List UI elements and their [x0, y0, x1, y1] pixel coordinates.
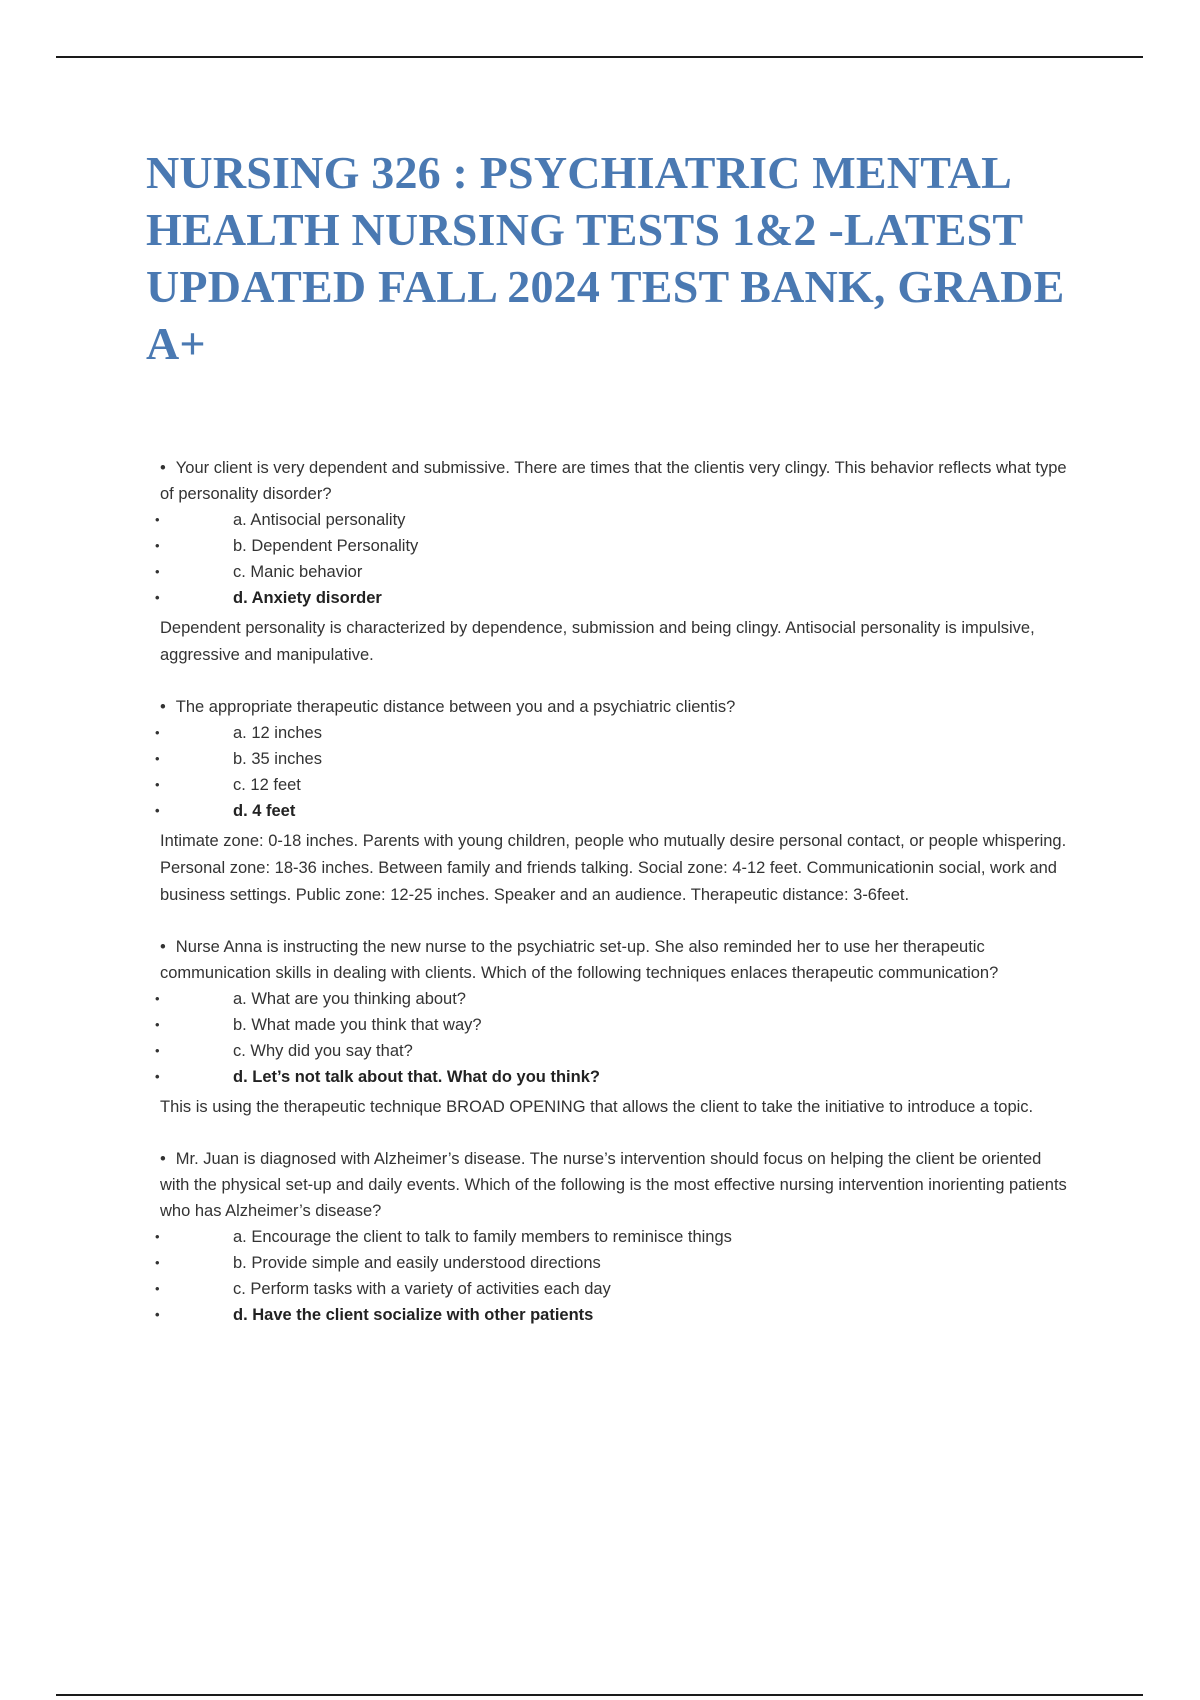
option-c: [155, 1038, 1075, 1064]
option-list: [155, 507, 1075, 611]
option-a: [155, 507, 1075, 533]
option-d-answer: [155, 1302, 1075, 1328]
option-text: b. Provide simple and easily understood directions: [233, 1254, 601, 1272]
bullet-icon: •: [155, 725, 160, 740]
bullet-icon: •: [155, 777, 160, 792]
option-d-answer: [155, 1064, 1075, 1090]
bullet-icon: •: [155, 1017, 160, 1032]
bullet-icon: •: [155, 590, 160, 605]
option-text: b. What made you think that way?: [233, 1016, 482, 1034]
question-stem: [160, 1146, 1075, 1224]
bullet-icon: •: [155, 538, 160, 553]
answer-explanation: Dependent personality is characterized by dependence, submission and being clingy. Antisocial personality is impulsive, aggressive and manipulative.: [160, 619, 1035, 664]
question-stem: [160, 455, 1075, 507]
option-a: [155, 1224, 1075, 1250]
option-text: a. Encourage the client to talk to family members to reminisce things: [233, 1228, 732, 1246]
bullet-icon: •: [160, 459, 166, 477]
option-text: c. 12 feet: [233, 776, 301, 794]
bullet-icon: •: [155, 751, 160, 766]
option-c: [155, 1276, 1075, 1302]
question-4: [155, 1146, 1075, 1328]
option-a: [155, 986, 1075, 1012]
bottom-rule: [56, 1694, 1143, 1696]
question-stem: [160, 934, 1075, 986]
option-list: [155, 1224, 1075, 1328]
bullet-icon: •: [155, 1307, 160, 1322]
option-c: [155, 559, 1075, 585]
document-title: NURSING 326 : PSYCHIATRIC MENTAL HEALTH NURSING TESTS 1&2 -LATEST UPDATED FALL 2024 TEST BANK, GRADE A+: [146, 147, 1065, 369]
bullet-icon: •: [160, 698, 166, 716]
option-b: [155, 533, 1075, 559]
option-c: [155, 772, 1075, 798]
option-list: [155, 986, 1075, 1090]
question-text: The appropriate therapeutic distance between you and a psychiatric clientis?: [175, 698, 736, 716]
option-text: a. Antisocial personality: [233, 511, 406, 529]
option-text: d. Let’s not talk about that. What do you think?: [233, 1068, 600, 1086]
option-text: b. Dependent Personality: [233, 537, 419, 555]
option-a: [155, 720, 1075, 746]
option-d-answer: [155, 585, 1075, 611]
bullet-icon: •: [155, 1255, 160, 1270]
bullet-icon: •: [155, 1069, 160, 1084]
question-text: Your client is very dependent and submissive. There are times that the clientis very clingy. This behavior reflects what type of personality disorder?: [160, 459, 1067, 503]
option-text: a. What are you thinking about?: [233, 990, 466, 1008]
question-text: Nurse Anna is instructing the new nurse to the psychiatric set-up. She also reminded her to use her therapeutic communication skills in dealing with clients. Which of the following techniques enlaces therapeutic communication?: [160, 938, 999, 982]
bullet-icon: •: [155, 803, 160, 818]
bullet-icon: •: [155, 1281, 160, 1296]
bullet-icon: •: [155, 1229, 160, 1244]
bullet-icon: •: [155, 564, 160, 579]
option-b: [155, 1250, 1075, 1276]
option-text: d. 4 feet: [233, 802, 296, 820]
option-text: d. Anxiety disorder: [233, 589, 382, 607]
option-list: [155, 720, 1075, 824]
question-2: [155, 694, 1075, 909]
question-text: Mr. Juan is diagnosed with Alzheimer’s disease. The nurse’s intervention should focus on helping the client be oriented with the physical set-up and daily events. Which of the following is the most effective nursing intervention inorienting patients who has Alzheimer’s disease?: [160, 1150, 1067, 1220]
option-d-answer: [155, 798, 1075, 824]
option-b: [155, 1012, 1075, 1038]
option-text: c. Manic behavior: [233, 563, 363, 581]
option-b: [155, 746, 1075, 772]
question-3: [155, 934, 1075, 1121]
answer-explanation: Intimate zone: 0-18 inches. Parents with young children, people who mutually desire personal contact, or people whispering. Personal zone: 18-36 inches. Between family and friends talking. Social zone: 4-12 feet. Communicationin social, work and business settings. Public zone: 12-25 inches. Speaker and an audience. Therapeutic distance: 3-6feet.: [160, 832, 1067, 904]
bullet-icon: •: [155, 512, 160, 527]
bullet-icon: •: [155, 991, 160, 1006]
question-stem: [160, 694, 1075, 720]
answer-explanation: This is using the therapeutic technique BROAD OPENING that allows the client to take the initiative to introduce a topic.: [160, 1098, 1034, 1116]
option-text: c. Perform tasks with a variety of activities each day: [233, 1280, 611, 1298]
option-text: c. Why did you say that?: [233, 1042, 413, 1060]
top-rule: [56, 56, 1143, 58]
bullet-icon: •: [160, 938, 166, 956]
bullet-icon: •: [160, 1150, 166, 1168]
option-text: d. Have the client socialize with other patients: [233, 1306, 594, 1324]
question-list: [155, 455, 1075, 1353]
bullet-icon: •: [155, 1043, 160, 1058]
question-1: [155, 455, 1075, 669]
option-text: a. 12 inches: [233, 724, 322, 742]
option-text: b. 35 inches: [233, 750, 322, 768]
